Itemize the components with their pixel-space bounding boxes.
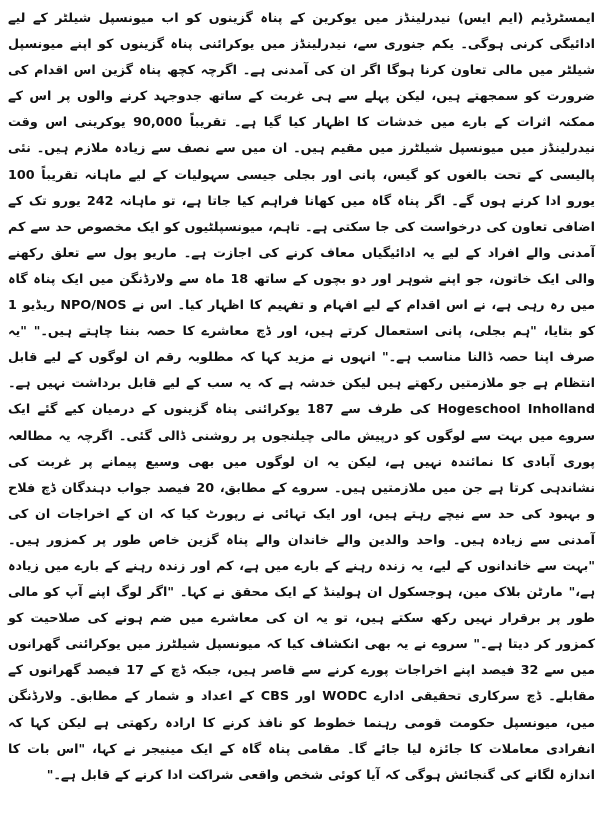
article-body: ایمسٹرڈیم (ایم ایس) نیدرلینڈز میں یوکرین کے پناہ گزینوں کو اب میونسپل شیلٹر کے لیے ادائیگی کرنی ہوگی۔ یکم جنوری سے، نیدرلینڈز میں یوکرائنی پناہ گزینوں کو اپنے میونسپل شیلٹر میں مالی تعاون کرنا ہوگا اگر ان کی آمدنی ہے۔ اگرچہ کچھ پناہ گزین اس اقدام کی ضرورت کو سمجھتے ہیں، لیکن پہلے سے ہی غربت کے ساتھ جدوجہد کرنے والوں پر اس کے ممکنہ اثرات کے بارے میں خدشات کا اظہار کیا گیا ہے۔ تقریباً 90,000 یوکرینی اس وقت نیدرلینڈز میں میونسپل شیلٹرز میں مقیم ہیں۔ ان میں سے نصف سے زیادہ ملازم ہیں۔ نئی پالیسی کے تحت بالغوں کو گیس، پانی اور بجلی جیسی سہولیات کے لیے ماہانہ تقریباً 100 یورو ادا کرنے ہوں گے۔ اگر پناہ گاہ میں کھانا فراہم کیا جاتا ہے، تو ماہانہ 242 یورو تک کے اضافی تعاون کی درخواست کی جا سکتی ہے۔ تاہم، میونسپلٹیوں کو ایک مخصوص حد سے کم آمدنی والے افراد کے لیے یہ ادائیگیاں معاف کرنے کی اجازت ہے۔ ماریو پول سے تعلق رکھنے والی ایک خاتون، جو اپنے شوہر اور دو بچوں کے ساتھ 18 ماہ سے ولارڈنگن میں ایک پناہ گاہ میں رہ رہی ہے، نے اس اقدام کے لیے افہام و تفہیم کا اظہار کیا۔ اس نے NPO/NOS ریڈیو 1 کو بتایا، "ہم بجلی، پانی استعمال کرتے ہیں، اور ڈچ معاشرے کا حصہ بننا چاہتے ہیں۔" "یہ صرف اپنا حصہ ڈالنا مناسب ہے۔" انہوں نے مزید کہا کہ مطلوبہ رقم ان لوگوں کے لیے قابل انتظام ہے جو ملازمتیں رکھتے ہیں لیکن خدشہ ہے کہ یہ سب کے لیے قابل برداشت نہیں ہے۔ Hogeschool Inholland کی طرف سے 187 یوکرائنی پناہ گزینوں کے درمیان کیے گئے ایک سروے میں بہت سے لوگوں کو درپیش مالی چیلنجوں پر روشنی ڈالی گئی۔ اگرچہ یہ مطالعہ پوری آبادی کا نمائندہ نہیں ہے، لیکن یہ ان لوگوں میں بھی وسیع پیمانے پر غربت کی نشاندہی کرتا ہے جن میں ملازمتیں ہیں۔ سروے کے مطابق، 20 فیصد جواب دہندگان ڈچ فلاح و بہبود کی حد سے نیچے رہتے ہیں، اور ایک تہائی نے رپورٹ کیا کہ ان کے اخراجات ان کی آمدنی سے زیادہ ہیں۔ واحد والدین والے خاندان والے پناہ گزین خاص طور پر کمزور ہیں۔ "بہت سے خاندانوں کے لیے، یہ زندہ رہنے کے بارے میں ہے، کم اور زندہ رہنے کے بارے میں زیادہ ہے،" مارٹن بلاک مین، ہوجسکول ان ہولینڈ کے ایک محقق نے کہا۔ "اگر لوگ اپنے آپ کو مالی طور پر برقرار نہیں رکھ سکتے ہیں، تو یہ ان کی معاشرے میں ضم ہونے کی صلاحیت کو کمزور کر دیتا ہے۔" سروے نے یہ بھی انکشاف کیا کہ میونسپل شیلٹرز میں یوکرائنی گھرانوں میں سے 32 فیصد اپنے اخراجات پورے کرنے سے قاصر ہیں، جبکہ ڈچ کے 17 فیصد گھرانوں کے مقابلے۔ ڈچ سرکاری تحقیقی ادارے WODC اور CBS کے اعداد و شمار کے مطابق۔ ولارڈنگن میں، میونسپل حکومت قومی رہنما خطوط کو نافذ کرنے کا ارادہ رکھتی ہے لیکن کہا کہ انفرادی معاملات کا جائزہ لیا جائے گا۔ مقامی پناہ گاہ کے ایک مینیجر نے کہا، "اس بات کا اندازہ لگانے کی گنجائش ہوگی کہ آیا کوئی شخص واقعی شراکت ادا کرنے کے قابل ہے۔" — [8, 11, 596, 783]
